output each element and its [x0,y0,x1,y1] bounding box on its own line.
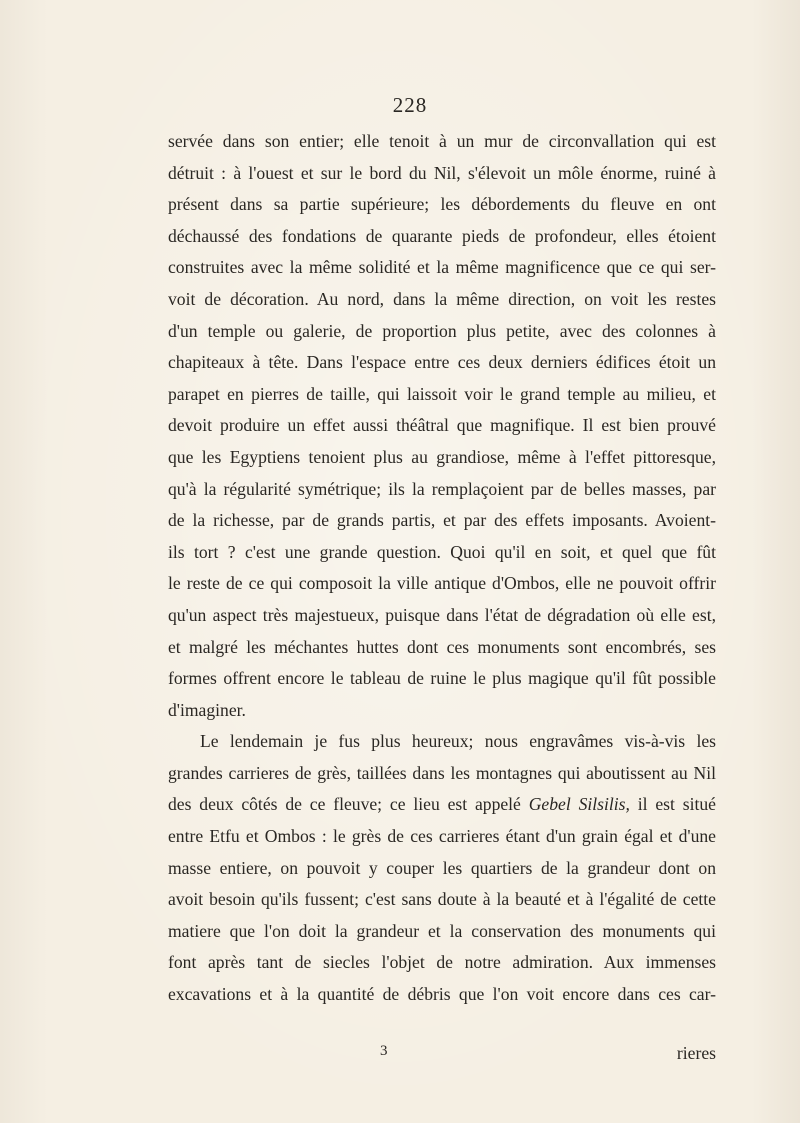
text-line: qu'un aspect très majestueux, puisque dans l'état de dégradation où elle est, [168,604,716,625]
text-line: ils tort ? c'est une grande question. Quoi qu'il en soit, et quel que fût [168,541,716,562]
text-line: construites avec la même solidité et la même magnificence que ce qui ser- [168,257,716,278]
catchword: rieres [676,1043,716,1063]
text-line: présent dans sa partie supérieure; les débordements du fleuve en ont [168,194,716,215]
body-text [168,126,716,1011]
text-segment: il est situé [637,794,716,815]
text-line: d'imaginer. [168,699,246,720]
text-line: entre Etfu et Ombos : le grès de ces carrieres étant d'un grain égal et d'une [168,826,716,847]
text-line: avoit besoin qu'ils fussent; c'est sans doute à la beauté et à l'égalité de cette [168,889,716,910]
text-line: grandes carrieres de grès, taillées dans les montagnes qui aboutissent au Nil [168,762,716,783]
text-line: d'un temple ou galerie, de proportion plus petite, avec des colonnes à [168,320,716,341]
text-line: qu'à la régularité symétrique; ils la remplaçoient par de belles masses, par [168,478,716,499]
text-line: devoit produire un effet aussi théâtral que magnifique. Il est bien prouvé [168,415,716,436]
signature-mark: 3 [380,1043,388,1059]
text-line: chapiteaux à tête. Dans l'espace entre ces deux derniers édifices étoit un [168,352,716,373]
text-line: formes offrent encore le tableau de ruine le plus magique qu'il fût possible [168,668,716,689]
text-line: font après tant de siecles l'objet de notre admiration. Aux immenses [168,952,716,973]
text-line: et malgré les méchantes huttes dont ces monuments sont encombrés, ses [168,636,716,657]
text-line: matiere que l'on doit la grandeur et la conservation des monuments qui [168,920,716,941]
text-line: que les Egyptiens tenoient plus au grandiose, même à l'effet pittoresque, [168,446,716,467]
text-line: excavations et à la quantité de débris que l'on voit encore dans ces car- [168,984,716,1005]
text-line: détruit : à l'ouest et sur le bord du Nil, s'élevoit un môle énorme, ruiné à [168,162,716,183]
text-line: Le lendemain je fus plus heureux; nous engravâmes vis-à-vis les [200,731,716,752]
text-line: le reste de ce qui composoit la ville antique d'Ombos, elle ne pouvoit offrir [168,573,716,594]
page-footer [168,1043,716,1073]
text-segment: des deux côtés de ce fleuve; ce lieu est appelé [168,794,521,815]
text-line-with-italic [168,789,716,821]
page-number: 228 [392,93,428,117]
text-line: servée dans son entier; elle tenoit à un mur de circonvallation qui est [168,131,716,151]
text-line: masse entiere, on pouvoit y couper les quartiers de la grandeur dont on [168,857,716,878]
text-line: voit de décoration. Au nord, dans la même direction, on voit les restes [168,288,716,309]
text-line: déchaussé des fondations de quarante pieds de profondeur, elles étoient [168,225,716,246]
place-name-italic: Gebel Silsilis, [528,794,630,815]
text-line: parapet en pierres de taille, qui laissoit voir le grand temple au milieu, et [168,383,716,404]
text-line: de la richesse, par de grands partis, et par des effets imposants. Avoient- [168,510,716,531]
